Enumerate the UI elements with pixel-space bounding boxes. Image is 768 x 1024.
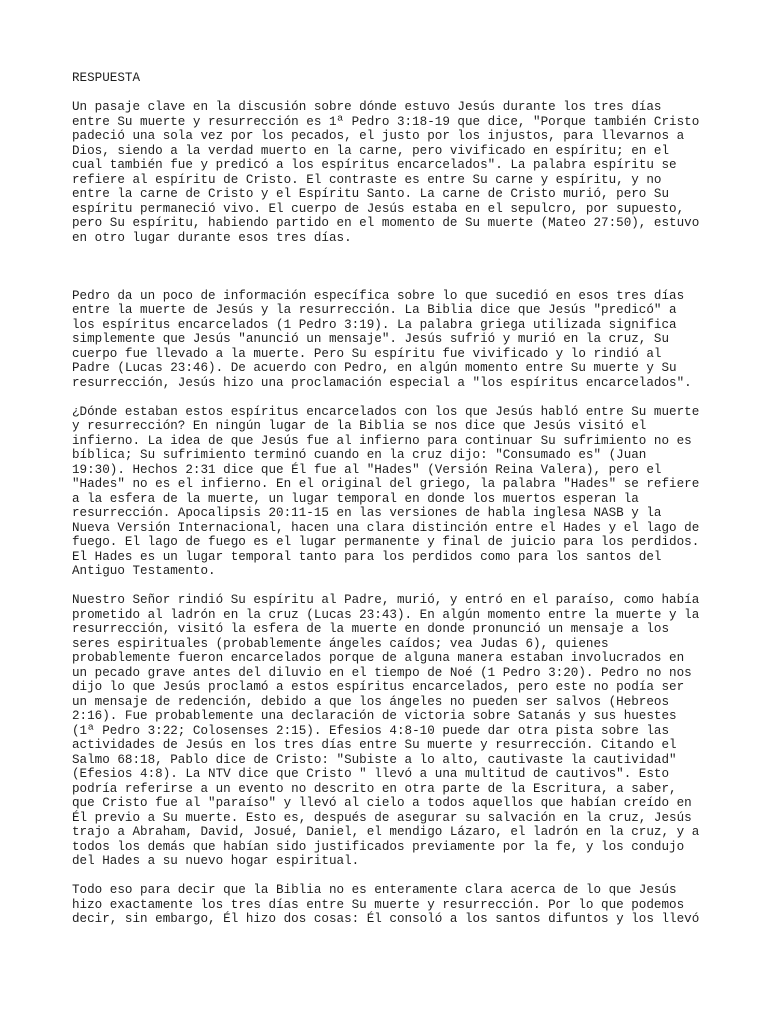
text-line: Salmo 68:18, Pablo dice de Cristo: "Subiste a lo alto, cautivaste la cautividad"	[72, 752, 677, 767]
text-line: prometido al ladrón en la cruz (Lucas 23:43). En algún momento entre la muerte y la	[72, 607, 700, 622]
text-line: Pedro da un poco de información específica sobre lo que sucedió en esos tres días	[72, 288, 685, 303]
text-line: en otro lugar durante esos tres días.	[72, 230, 352, 245]
text-line: pero Su espíritu, habiendo partido en el momento de Su muerte (Mateo 27:50), estuvo	[72, 216, 700, 230]
text-line: resurrección. Apocalipsis 20:11-15 en las versiones de habla inglesa NASB y la	[72, 506, 662, 520]
text-line: entre la carne de Cristo y el Espíritu Santo. La carne de Cristo murió, pero Su	[72, 187, 670, 201]
text-line: cual también fue y predicó a los espíritus encarcelados". La palabra espíritu se	[72, 158, 677, 172]
text-line: todos los demás que habían sido justificados previamente por la fe, y los condujo	[72, 839, 685, 854]
paragraph-spacer	[72, 245, 728, 289]
text-line: y resurrección? En ningún lugar de la Biblia se nos dice que Jesús visitó el	[72, 419, 647, 433]
text-line: un pecado grave antes del diluvio en el tiempo de Noé (1 Pedro 3:20). Pedro no nos	[72, 665, 692, 680]
text-line: Antiguo Testamento.	[72, 564, 216, 578]
text-line: los espíritus encarcelados (1 Pedro 3:19). La palabra griega utilizada significa	[72, 317, 677, 332]
text-line: simplemente que Jesús "anunció un mensaje". Jesús sufrió y murió en la cruz, Su	[72, 332, 670, 346]
text-line: decir, sin embargo, Él hizo dos cosas: Él consoló a los santos difuntos y los llevó	[72, 912, 700, 926]
paragraph-4	[72, 593, 728, 869]
paragraph-spacer	[72, 869, 728, 884]
text-line: resurrección, visitó la esfera de la muerte en donde pronunció un mensaje a los	[72, 622, 670, 636]
text-line: podría referirse a un evento no descrito en otra parte de la Escritura, a saber,	[72, 781, 677, 796]
text-line: Nueva Versión Internacional, hacen una clara distinción entre el Hades y el lago de	[72, 520, 700, 535]
paragraph-spacer	[72, 390, 728, 405]
text-line: (Efesios 4:8). La NTV dice que Cristo " llevó a una multitud de cautivos". Esto	[72, 767, 670, 781]
text-line: Un pasaje clave en la discusión sobre dónde estuvo Jesús durante los tres días	[72, 100, 662, 114]
text-line: actividades de Jesús en los tres días entre Su muerte y resurrección. Citando el	[72, 738, 677, 752]
text-line: cuerpo fue llevado a la muerte. Pero Su espíritu fue vivificado y lo rindió al	[72, 346, 662, 361]
text-line: (1ª Pedro 3:22; Colosenses 2:15). Efesios 4:8-10 puede dar otra pista sobre las	[72, 723, 670, 738]
text-line: refiere al espíritu de Cristo. El contraste es entre Su carne y espíritu, y no	[72, 172, 662, 187]
paragraph-5	[72, 883, 728, 927]
text-line: entre Su muerte y resurrección es 1ª Pedro 3:18-19 que dice, "Porque también Cristo	[72, 114, 700, 129]
text-line: seres espirituales (probablemente ángeles caídos; vea Judas 6), quienes	[72, 636, 609, 651]
text-line: Él previo a Su muerte. Esto es, después de asegurar su salvación en la cruz, Jesús	[72, 810, 692, 825]
text-line: dijo lo que Jesús proclamó a estos espíritus encarcelados, pero este no podía ser	[72, 680, 685, 694]
text-line: entre la muerte de Jesús y la resurrección. La Biblia dice que Jesús "predicó" a	[72, 303, 677, 317]
text-line: probablemente fueron encarcelados porque de alguna manera estaban involucrados en	[72, 651, 685, 665]
text-line: 2:16). Fue probablemente una declaración de victoria sobre Satanás y sus huestes	[72, 709, 677, 723]
text-line: Todo eso para decir que la Biblia no es enteramente clara acerca de lo que Jesús	[72, 883, 677, 897]
paragraph-3	[72, 405, 728, 579]
paragraph-2	[72, 289, 728, 391]
text-line: un mensaje de redención, debido a que los ángeles no pueden ser salvos (Hebreos	[72, 694, 670, 709]
text-line: fuego. El lago de fuego es el lugar permanente y final de juicio para los perdidos.	[72, 535, 700, 549]
text-line: "Hades" no es el infierno. En el original del griego, la palabra "Hades" se refiere	[72, 477, 700, 491]
text-line: resurrección, Jesús hizo una proclamación especial a "los espíritus encarcelados".	[72, 375, 692, 390]
text-line: Padre (Lucas 23:46). De acuerdo con Pedro, en algún momento entre Su muerte y Su	[72, 361, 677, 375]
text-line: padeció una sola vez por los pecados, el justo por los injustos, para llevarnos a	[72, 129, 685, 143]
text-line: ¿Dónde estaban estos espíritus encarcelados con los que Jesús habló entre Su muerte	[72, 404, 700, 419]
text-line: hizo exactamente los tres días entre Su muerte y resurrección. Por lo que podemos	[72, 897, 685, 912]
text-line: Dios, siendo a la verdad muerto en la carne, pero vivificado en espíritu; en el	[72, 143, 670, 158]
text-line: trajo a Abraham, David, Josué, Daniel, el mendigo Lázaro, el ladrón en la cruz, y a	[72, 825, 700, 839]
text-line: espíritu permaneció vivo. El cuerpo de Jesús estaba en el sepulcro, por supuesto,	[72, 201, 685, 216]
text-line: a la esfera de la muerte, un lugar temporal en donde los muertos esperan la	[72, 491, 639, 506]
document-heading: RESPUESTA	[72, 71, 141, 85]
paragraph-spacer	[72, 579, 728, 594]
text-line: Nuestro Señor rindió Su espíritu al Padre, murió, y entró en el paraíso, como había	[72, 593, 700, 607]
text-line: El Hades es un lugar temporal tanto para los perdidos como para los santos del	[72, 549, 662, 564]
paragraph-1	[72, 100, 728, 245]
text-line: infierno. La idea de que Jesús fue al infierno para continuar Su sufrimiento no es	[72, 433, 692, 448]
text-line: que Cristo fue al "paraíso" y llevó al cielo a todos aquellos que habían creído en	[72, 796, 692, 810]
text-line: del Hades a su nuevo hogar espiritual.	[72, 854, 360, 868]
text-line: 19:30). Hechos 2:31 dice que Él fue al "Hades" (Versión Reina Valera), pero el	[72, 462, 662, 477]
text-line: bíblica; Su sufrimiento terminó cuando en la cruz dijo: "Consumado es" (Juan	[72, 448, 647, 462]
